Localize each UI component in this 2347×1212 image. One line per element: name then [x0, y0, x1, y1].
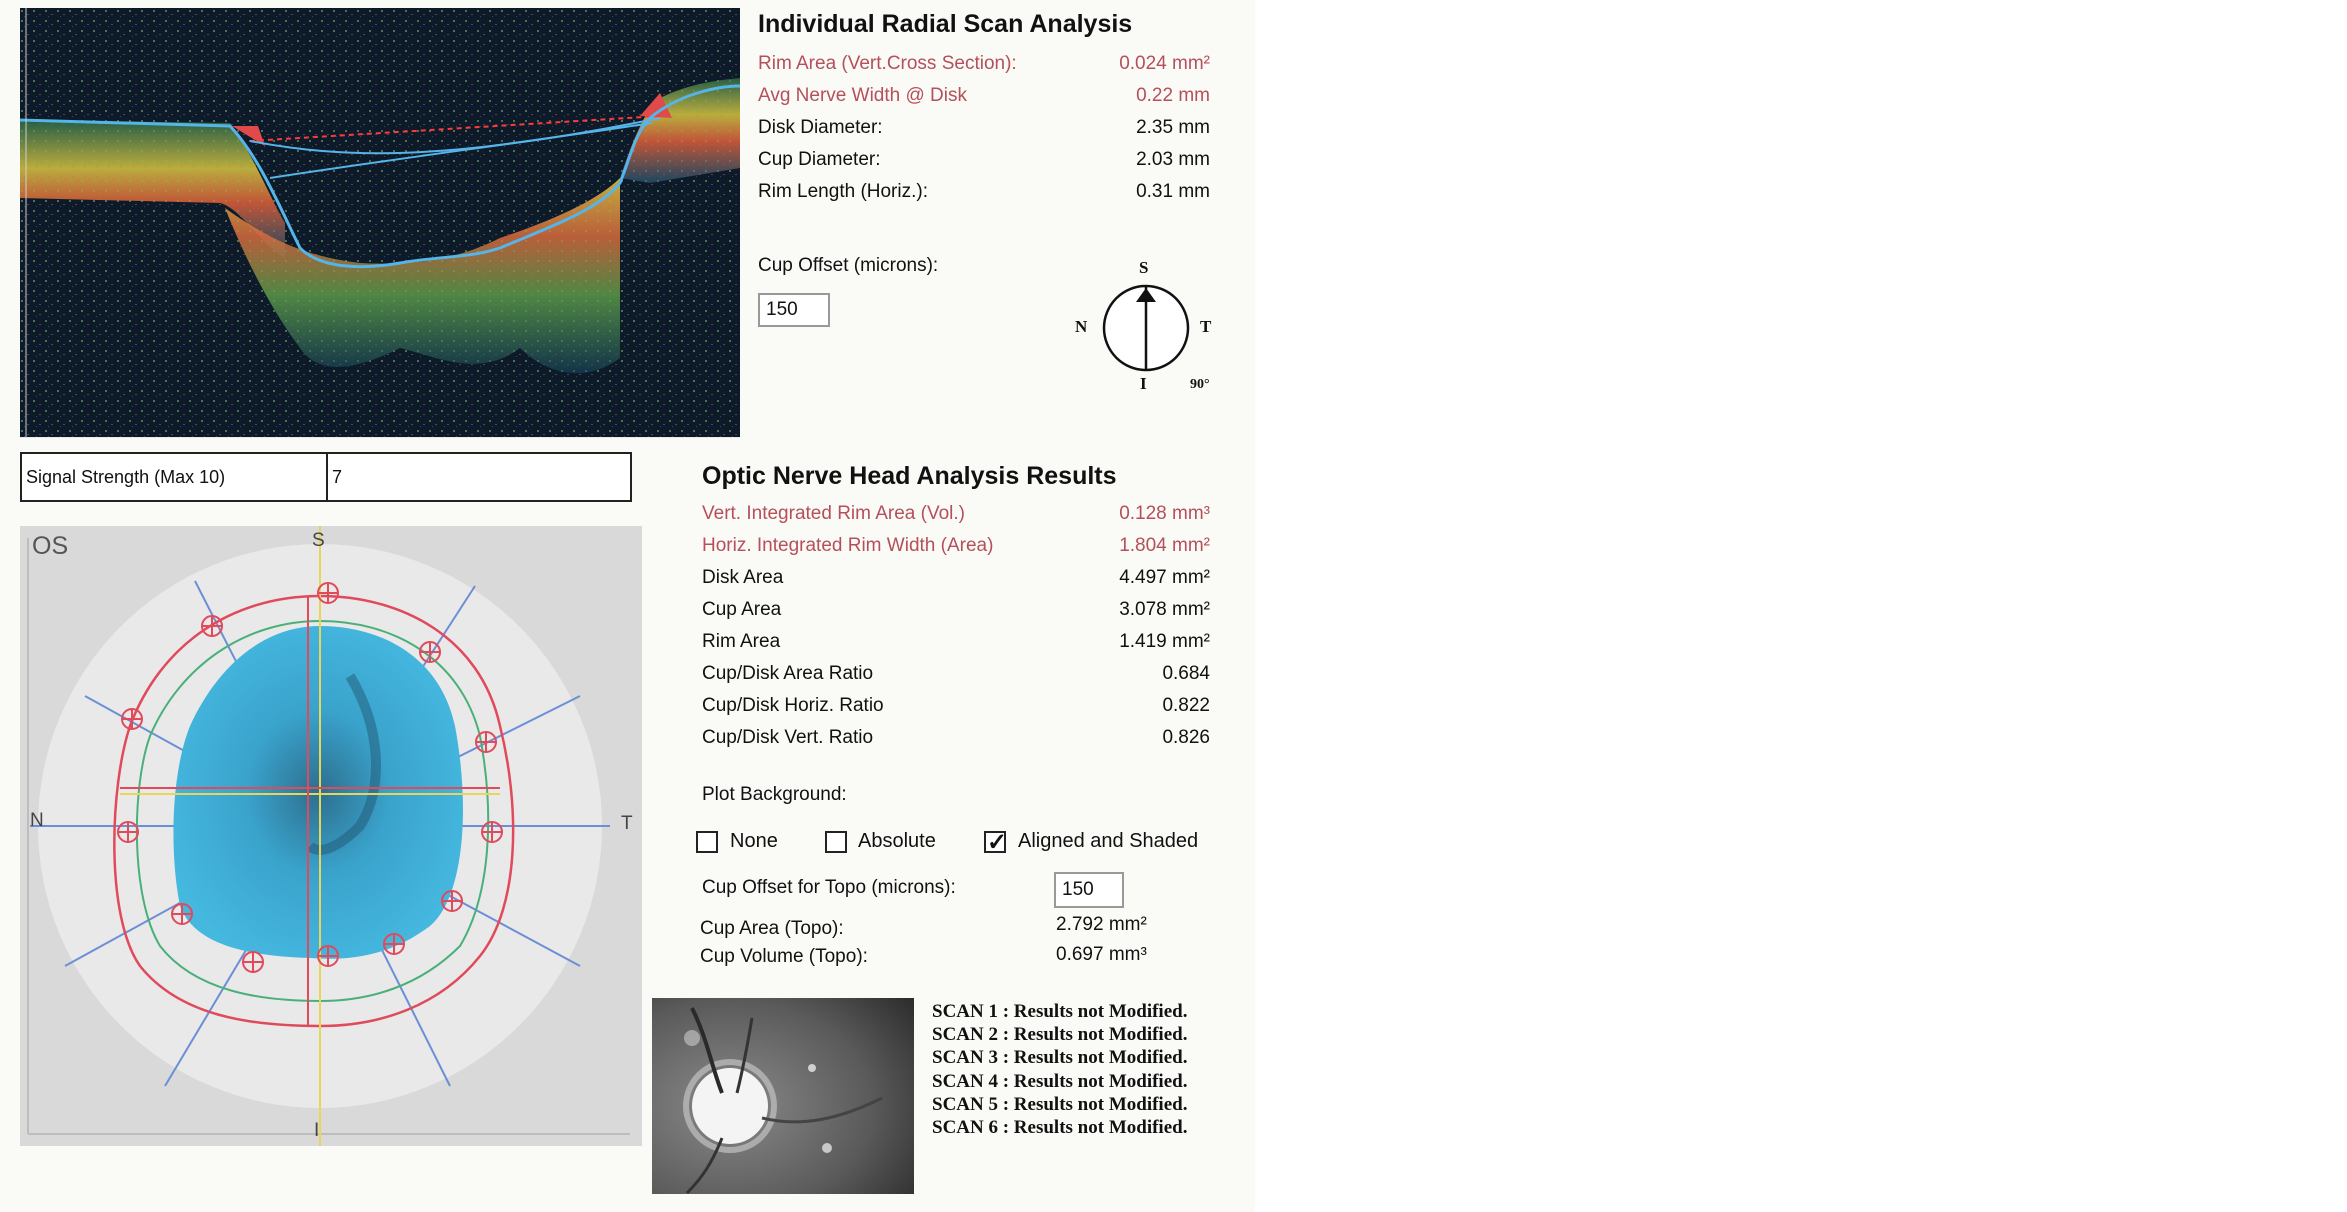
aligned-shaded-checkbox[interactable] [984, 831, 1006, 853]
fundus-topography-image [20, 526, 642, 1146]
plot-background-label: Plot Background: [702, 784, 847, 805]
onh-result-label: Vert. Integrated Rim Area (Vol.) [702, 503, 965, 524]
compass-angle-label: 90° [1190, 377, 1210, 392]
onh-result-label: Horiz. Integrated Rim Width (Area) [702, 535, 994, 556]
radial-result-label: Rim Area (Vert.Cross Section): [758, 53, 1017, 74]
none-option-label: None [730, 830, 778, 852]
radial-result-label: Disk Diameter: [758, 117, 883, 138]
onh-title: Optic Nerve Head Analysis Results [702, 462, 1117, 490]
radial-title: Individual Radial Scan Analysis [758, 10, 1133, 38]
compass-n-label: N [1075, 317, 1088, 336]
scan-status-line: SCAN 4 : Results not Modified. [932, 1070, 1188, 1092]
onh-result-value: 1.804 mm² [1119, 535, 1210, 556]
eye-label: OS [32, 532, 69, 560]
radial-result-value: 0.024 mm² [1119, 53, 1210, 74]
cup-offset-field[interactable]: 150 [758, 293, 830, 327]
radial-result-value: 0.31 mm [1136, 181, 1210, 202]
fundus-s-label: S [312, 530, 325, 551]
cup-area-topo-value: 2.792 mm² [1056, 914, 1147, 935]
onh-result-label: Cup/Disk Area Ratio [702, 663, 874, 684]
onh-result-label: Rim Area [702, 631, 781, 652]
radial-result-label: Rim Length (Horiz.): [758, 181, 928, 202]
signal-strength-value: 7 [332, 467, 343, 487]
radial-result-value: 0.22 mm [1136, 85, 1210, 106]
onh-result-value: 4.497 mm² [1119, 567, 1210, 588]
radial-result-value: 2.03 mm [1136, 149, 1210, 170]
cup-volume-topo-value: 0.697 mm³ [1056, 944, 1147, 965]
topo-offset-field[interactable]: 150 [1054, 872, 1124, 908]
cup-volume-topo-label: Cup Volume (Topo): [700, 946, 868, 967]
fundus-photo-thumbnail [652, 998, 914, 1194]
cup-area-topo-label: Cup Area (Topo): [700, 918, 844, 939]
onh-result-value: 1.419 mm² [1119, 631, 1210, 652]
onh-result-label: Cup/Disk Vert. Ratio [702, 727, 874, 748]
absolute-checkbox[interactable] [825, 831, 847, 853]
onh-result-label: Cup/Disk Horiz. Ratio [702, 695, 884, 716]
radial-result-label: Avg Nerve Width @ Disk [758, 85, 967, 106]
aligned-shaded-option-label: Aligned and Shaded [1018, 830, 1199, 852]
onh-result-value: 0.128 mm³ [1119, 503, 1210, 524]
radial-result-value: 2.35 mm [1136, 117, 1210, 138]
onh-result-value: 0.684 [1162, 663, 1210, 684]
topo-offset-label: Cup Offset for Topo (microns): [702, 877, 956, 898]
fundus-n-label: N [30, 810, 44, 831]
radial-result-label: Cup Diameter: [758, 149, 881, 170]
fundus-t-label: T [621, 813, 633, 834]
compass-i-label: I [1140, 374, 1147, 393]
scan-status-line: SCAN 1 : Results not Modified. [932, 1001, 1188, 1022]
oct-scan-image [20, 8, 740, 438]
onh-result-value: 3.078 mm² [1119, 599, 1210, 620]
scan-status-line: SCAN 6 : Results not Modified. [932, 1117, 1188, 1138]
scan-status-line: SCAN 5 : Results not Modified. [932, 1093, 1188, 1115]
onh-result-label: Cup Area [702, 599, 782, 620]
none-checkbox[interactable] [696, 831, 718, 853]
compass-s-label: S [1139, 258, 1149, 277]
fundus-i-label: I [314, 1120, 320, 1141]
compass-t-label: T [1200, 317, 1212, 336]
onh-result-label: Disk Area [702, 567, 784, 588]
signal-strength-label: Signal Strength (Max 10) [22, 454, 328, 500]
onh-result-value: 0.826 [1162, 727, 1210, 748]
cup-offset-label: Cup Offset (microns): [758, 255, 939, 276]
scan-status-line: SCAN 3 : Results not Modified. [932, 1047, 1188, 1069]
scan-status-line: SCAN 2 : Results not Modified. [932, 1024, 1188, 1046]
signal-strength-table [20, 452, 632, 502]
onh-result-value: 0.822 [1162, 695, 1210, 716]
absolute-option-label: Absolute [858, 830, 936, 852]
